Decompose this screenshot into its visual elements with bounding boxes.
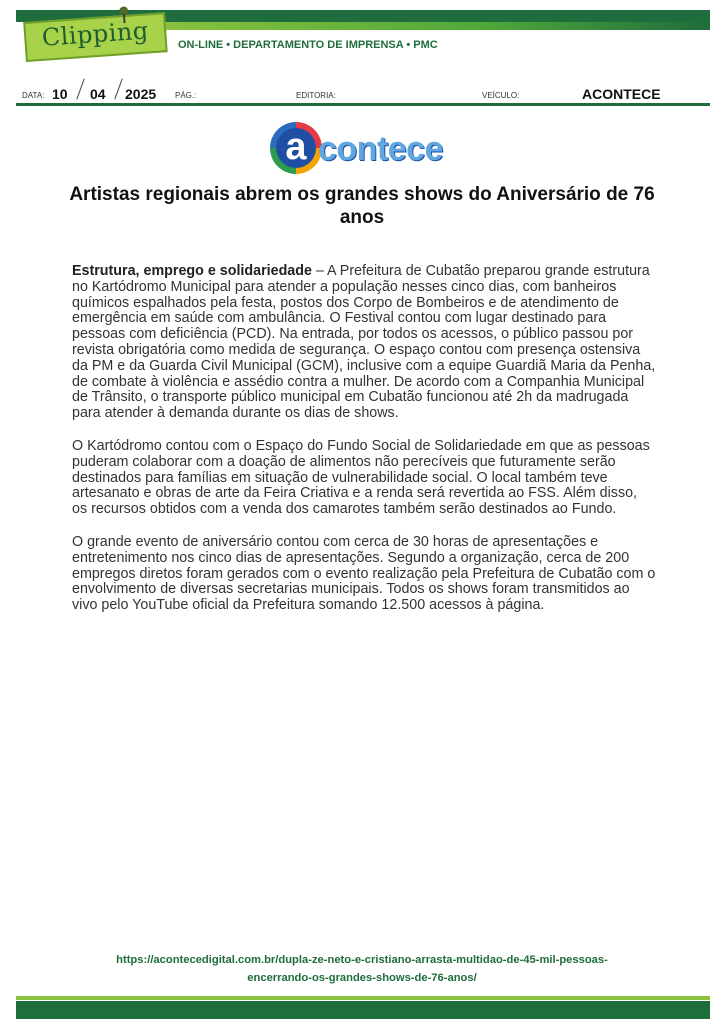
paragraph-text: – A Prefeitura de Cubatão preparou grande estrutura no Kartódromo Municipal para atender a população nesses cinco dias, com banheiros químicos espalhados pela festa, postos dos Corpo de Bombeiros e de atendimento de emergência em saúde com ambulância. O Festival contou com lugar destinado para pessoas com deficiência (PCD). Na entrada, por todos os acessos, o público passou por revista obrigatória como medida de segurança. O espaço contou com presença ostensiva da PM e da Guarda Civil Municipal (GCM), inclusive com a equipe Guardiã Maria da Penha, de combate à violência e assédio contra a mulher. De acordo com a Companhia Municipal de Trânsito, o transporte público municipal em Cubatão funcionou até 2h da madrugada para atender à demanda durante os dias de shows. xyxy=(72,263,656,422)
source-url-line[interactable]: https://acontecedigital.com.br/dupla-ze-neto-e-cristiano-arrasta-multidao-de-45-mil-pessoas- xyxy=(116,954,608,966)
veiculo-value: ACONTECE xyxy=(582,86,661,102)
logo-wordmark: contece xyxy=(318,130,443,168)
acontece-logo xyxy=(270,122,456,176)
logo-letter: a xyxy=(285,126,307,168)
date-label: DATA: xyxy=(22,91,45,100)
date-day: 10 xyxy=(52,86,68,102)
date-separator xyxy=(114,78,122,99)
source-url-line[interactable]: encerrando-os-grandes-shows-de-76-anos/ xyxy=(247,972,477,984)
page-label: PÁG.: xyxy=(175,91,197,100)
clipping-label: Clipping xyxy=(40,16,150,52)
article-paragraph: O Kartódromo contou com o Espaço do Fundo Social de Solidariedade em que as pessoas puderam colaborar com a doação de alimentos não perecíveis que futuramente serão destinados para famílias em situação de vulnerabilidade social. O local também teve artesanato e obras de arte da Feira Criativa e a renda será revertida ao FSS. Além disso, os recursos obtidos com a venda dos camarotes também serão destinados ao Fundo. xyxy=(72,437,650,518)
date-separator xyxy=(76,78,84,99)
meta-divider xyxy=(16,103,710,106)
editoria-label: EDITORIA: xyxy=(296,91,336,100)
clipping-tag xyxy=(23,12,167,62)
date-year: 2025 xyxy=(125,86,157,102)
veiculo-label: VEÍCULO: xyxy=(482,91,520,100)
article-body xyxy=(72,264,656,631)
source-url[interactable] xyxy=(40,951,684,987)
paragraph-lead: Estrutura, emprego e solidariedade xyxy=(72,263,312,279)
article-paragraph: O grande evento de aniversário contou com cerca de 30 horas de apresentações e entretenimento nos cinco dias de apresentações. Segundo a organização, cerca de 200 empregos diretos foram gerados com o evento realização pela Prefeitura de Cubatão com o envolvimento de diversas secretarias municipais. Todos os shows foram transmitidos ao vivo pelo YouTube oficial da Prefeitura somando 12.500 acessos à página. xyxy=(72,533,656,614)
article-title: Artistas regionais abrem os grandes shows do Aniversário de 76 anos xyxy=(69,184,655,228)
meta-row xyxy=(22,82,710,104)
article-paragraph xyxy=(72,264,656,422)
header-accent-stripe xyxy=(150,22,710,30)
date-month: 04 xyxy=(90,86,106,102)
footer-accent-stripe xyxy=(16,996,710,1000)
footer-band xyxy=(16,1001,710,1019)
department-line: ON-LINE • DEPARTAMENTO DE IMPRENSA • PMC xyxy=(178,39,438,51)
